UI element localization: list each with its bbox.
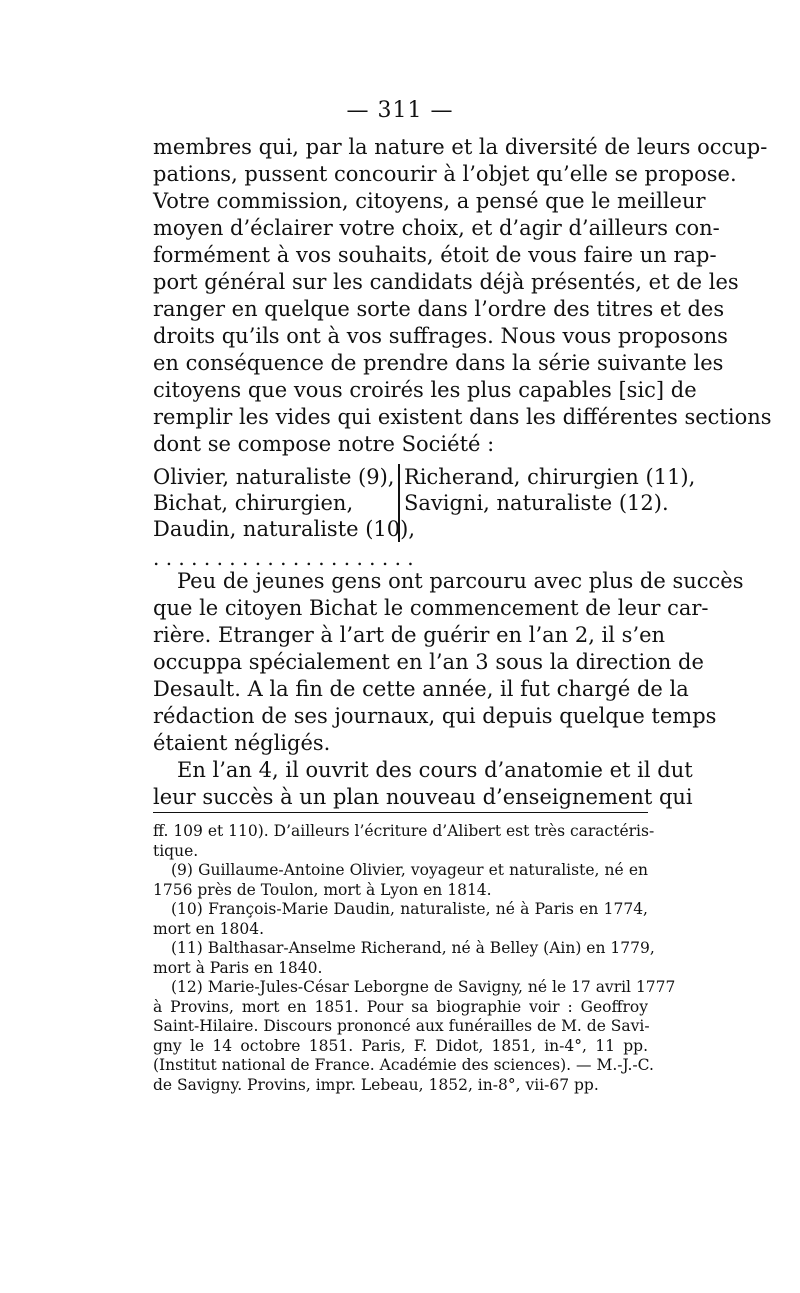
text-line: port général sur les candidats déjà présentés, et de les: [153, 270, 739, 294]
footnote-line: mort à Paris en 1840.: [153, 958, 323, 977]
text-line: Desault. A la fin de cette année, il fut chargé de la: [153, 677, 689, 701]
text-line: rière. Etranger à l’art de guérir en l’an 2, il s’en: [153, 623, 666, 647]
text-line: pations, pussent concourir à l’objet qu’elle se propose.: [153, 162, 737, 186]
footnote-line: (12) Marie-Jules-César Leborgne de Savigny, né le 17 avril 1777: [171, 978, 676, 996]
footnote-line: Saint-Hilaire. Discours prononcé aux funérailles de M. de Savi-: [153, 1017, 650, 1035]
footnote-line: de Savigny. Provins, impr. Lebeau, 1852, in-8°, vii-67 pp.: [153, 1075, 599, 1094]
footnote-line: (Institut national de France. Académie des sciences). — M.-J.-C.: [153, 1056, 654, 1074]
text-line: ranger en quelque sorte dans l’ordre des titres et des: [153, 297, 725, 321]
candidate-entry: Daudin, naturaliste (10),: [153, 517, 416, 541]
footnote-line: 1756 près de Toulon, mort à Lyon en 1814.: [153, 880, 492, 899]
text-line: étaient négligés.: [153, 731, 331, 755]
text-line: droits qu’ils ont à vos suffrages. Nous vous proposons: [153, 324, 728, 348]
candidate-entry: Savigni, naturaliste (12).: [404, 491, 669, 515]
paragraph-2: [153, 568, 744, 811]
footnote-line: tique.: [153, 841, 199, 860]
footnote-line: gny le 14 octobre 1851. Paris, F. Didot, 1851, in-4°, 11 pp.: [153, 1036, 648, 1055]
text-line: rédaction de ses journaux, qui depuis quelque temps: [153, 704, 717, 728]
footnotes: [153, 822, 676, 1095]
candidate-entry: Richerand, chirurgien (11),: [404, 465, 696, 489]
text-line: Votre commission, citoyens, a pensé que le meilleur: [153, 189, 706, 213]
text-line: en conséquence de prendre dans la série suivante les: [153, 351, 724, 375]
text-line: moyen d’éclairer votre choix, et d’agir d’ailleurs con-: [153, 216, 720, 240]
text-line: Peu de jeunes gens ont parcouru avec plus de succès: [177, 569, 744, 593]
candidate-column-right: [398, 464, 696, 542]
footnote-line: (10) François-Marie Daudin, naturaliste, né à Paris en 1774,: [171, 900, 648, 918]
page-number: — 311 —: [346, 98, 454, 123]
text-line: leur succès à un plan nouveau d’enseignement qui: [153, 785, 693, 809]
footnote-line: mort en 1804.: [153, 919, 265, 938]
paragraph-1: [153, 134, 772, 458]
ellipsis-divider: . . . . . . . . . . . . . . . . . . . . .: [153, 546, 414, 570]
text-line: citoyens que vous croirés les plus capables [sic] de: [153, 378, 697, 402]
footnote-line: ff. 109 et 110). D’ailleurs l’écriture d’Alibert est très caractéris-: [153, 822, 655, 840]
candidate-entry: Olivier, naturaliste (9),: [153, 465, 395, 489]
footnote-separator: [153, 812, 648, 813]
text-line: dont se compose notre Société :: [153, 432, 495, 456]
text-line: remplir les vides qui existent dans les différentes sections: [153, 405, 772, 429]
footnote-line: (9) Guillaume-Antoine Olivier, voyageur et naturaliste, né en: [171, 861, 648, 879]
text-line: occuppa spécialement en l’an 3 sous la direction de: [153, 650, 704, 674]
candidate-entry: Bichat, chirurgien,: [153, 491, 354, 515]
text-line: En l’an 4, il ouvrit des cours d’anatomie et il dut: [177, 758, 693, 782]
text-line: membres qui, par la nature et la diversité de leurs occup-: [153, 135, 768, 159]
footnote-line: (11) Balthasar-Anselme Richerand, né à Belley (Ain) en 1779,: [171, 939, 655, 957]
candidate-column-left: [153, 464, 416, 542]
text-line: que le citoyen Bichat le commencement de leur car-: [153, 596, 709, 620]
text-line: formément à vos souhaits, étoit de vous faire un rap-: [153, 243, 717, 267]
footnote-line: à Provins, mort en 1851. Pour sa biographie voir : Geoffroy: [153, 997, 648, 1016]
